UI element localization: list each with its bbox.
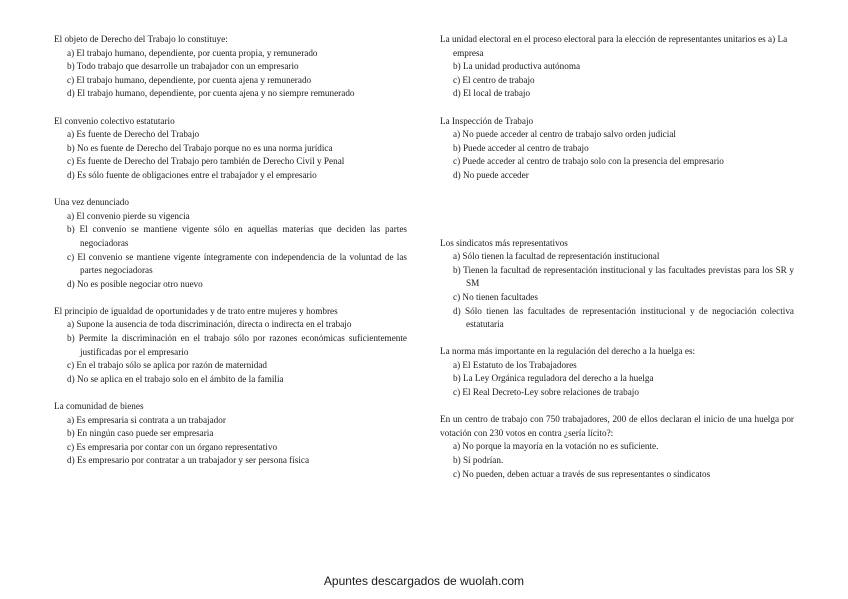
option-a: a) Es fuente de Derecho del Trabajo: [67, 129, 200, 140]
option-a: a) El trabajo humano, dependiente, por cuenta propia, y remunerado: [67, 47, 318, 58]
option-c: c) No tienen facultades: [453, 291, 538, 302]
question-stem: La norma más importante en la regulación del derecho a la huelga es:: [440, 346, 696, 357]
option-c: c) El centro de trabajo: [453, 74, 535, 85]
option-b: b) Permite la discriminación en el trabajo sólo por razones económicas suficientemente justificadas por el empresario: [67, 333, 407, 357]
question-stem: En un centro de trabajo con 750 trabajadores, 200 de ellos declaran el inicio de una huelga por votación con 230 votos en contra ¿sería lícito?:: [440, 414, 794, 438]
option-c: c) El Real Decreto-Ley sobre relaciones de trabajo: [453, 387, 639, 398]
footer-watermark: Apuntes descargados de wuolah.com: [323, 574, 525, 588]
option-b: b) Tienen la facultad de representación institucional y las facultades previstas para los SR y SM: [453, 264, 794, 289]
question-centro-750-trabajadores: [440, 413, 794, 481]
option-b: b) Puede acceder al centro de trabajo: [453, 142, 589, 153]
option-a: a) Es empresaria si contrata a un trabajador: [67, 414, 226, 425]
option-d: d) No puede acceder: [453, 169, 529, 180]
question-sindicatos-representativos: [440, 237, 794, 332]
question-stem: Los sindicatos más representativos: [440, 237, 568, 248]
option-b: b) La Ley Orgánica reguladora del derecho a la huelga: [453, 373, 654, 384]
option-c: c) El trabajo humano, dependiente, por cuenta ajena y remunerado: [67, 74, 312, 85]
option-d: d) El trabajo humano, dependiente, por cuenta ajena y no siempre remunerado: [67, 88, 355, 99]
option-b: b) El convenio se mantiene vigente sólo en aquellas materias que deciden las partes negociadoras: [67, 224, 407, 248]
option-c: c) Es empresaria por contar con un órgano representativo: [67, 441, 278, 452]
option-c: c) El convenio se mantiene vigente íntegramente con independencia de la voluntad de las partes negociadoras: [67, 251, 407, 276]
option-a: a) El convenio pierde su vigencia: [67, 210, 190, 221]
option-c: c) No pueden, deben actuar a través de sus representantes o sindicatos: [453, 468, 711, 479]
question-stem: La comunidad de bienes: [54, 401, 144, 412]
left-column: [54, 33, 407, 468]
option-c: c) En el trabajo sólo se aplica por razón de maternidad: [67, 360, 267, 371]
option-d: d) No se aplica en el trabajo solo en el ámbito de la familia: [67, 373, 284, 384]
question-stem: El convenio colectivo estatutario: [54, 115, 175, 126]
option-b: b) Todo trabajo que desarrolle un trabajador con un empresario: [67, 61, 299, 72]
option-d: d) No es posible negociar otro nuevo: [67, 278, 203, 289]
question-comunidad-bienes: [54, 400, 407, 468]
option-b: b) No es fuente de Derecho del Trabajo porque no es una norma jurídica: [67, 142, 333, 153]
option-a: a) No puede acceder al centro de trabajo salvo orden judicial: [453, 129, 676, 140]
question-stem: La Inspección de Trabajo: [440, 115, 534, 126]
question-principio-igualdad: [54, 305, 407, 387]
option-a: a) Sólo tienen la facultad de representación institucional: [453, 251, 660, 262]
option-b: b) Sí podrían.: [453, 455, 504, 466]
option-a: a) El Estatuto de los Trabajadores: [453, 359, 577, 370]
question-unidad-electoral: [440, 33, 794, 101]
option-b: b) La unidad productiva autónoma: [453, 61, 581, 72]
question-convenio-colectivo: [54, 115, 407, 183]
question-objeto-derecho-trabajo: [54, 33, 407, 101]
question-stem: La unidad electoral en el proceso electoral para la elección de representantes unitarios es a) La empresa: [440, 34, 788, 58]
option-d: d) Es empresario por contratar a un trabajador y ser persona física: [67, 455, 310, 466]
option-c: c) Puede acceder al centro de trabajo solo con la presencia del empresario: [453, 156, 724, 167]
option-b: b) En ningún caso puede ser empresaria: [67, 428, 214, 439]
question-stem: El objeto de Derecho del Trabajo lo constituye:: [54, 34, 228, 44]
option-a: a) Supone la ausencia de toda discriminación, directa o indirecta en el trabajo: [67, 319, 352, 330]
question-inspeccion-trabajo: [440, 115, 794, 183]
option-d: d) Sólo tienen las facultades de representación institucional y de negociación colectiva estatutaria: [453, 305, 794, 330]
question-stem: Una vez denunciado: [54, 197, 129, 208]
right-column: [440, 33, 794, 481]
question-vez-denunciado: [54, 196, 407, 291]
option-d: d) El local de trabajo: [453, 88, 531, 99]
option-a: a) No porque la mayoría en la votación no es suficiente.: [453, 441, 659, 452]
option-c: c) Es fuente de Derecho del Trabajo pero también de Derecho Civil y Penal: [67, 156, 345, 167]
question-stem: El principio de igualdad de oportunidades y de trato entre mujeres y hombres: [54, 305, 338, 316]
option-d: d) Es sólo fuente de obligaciones entre el trabajador y el empresario: [67, 169, 317, 180]
question-norma-huelga: [440, 345, 794, 399]
